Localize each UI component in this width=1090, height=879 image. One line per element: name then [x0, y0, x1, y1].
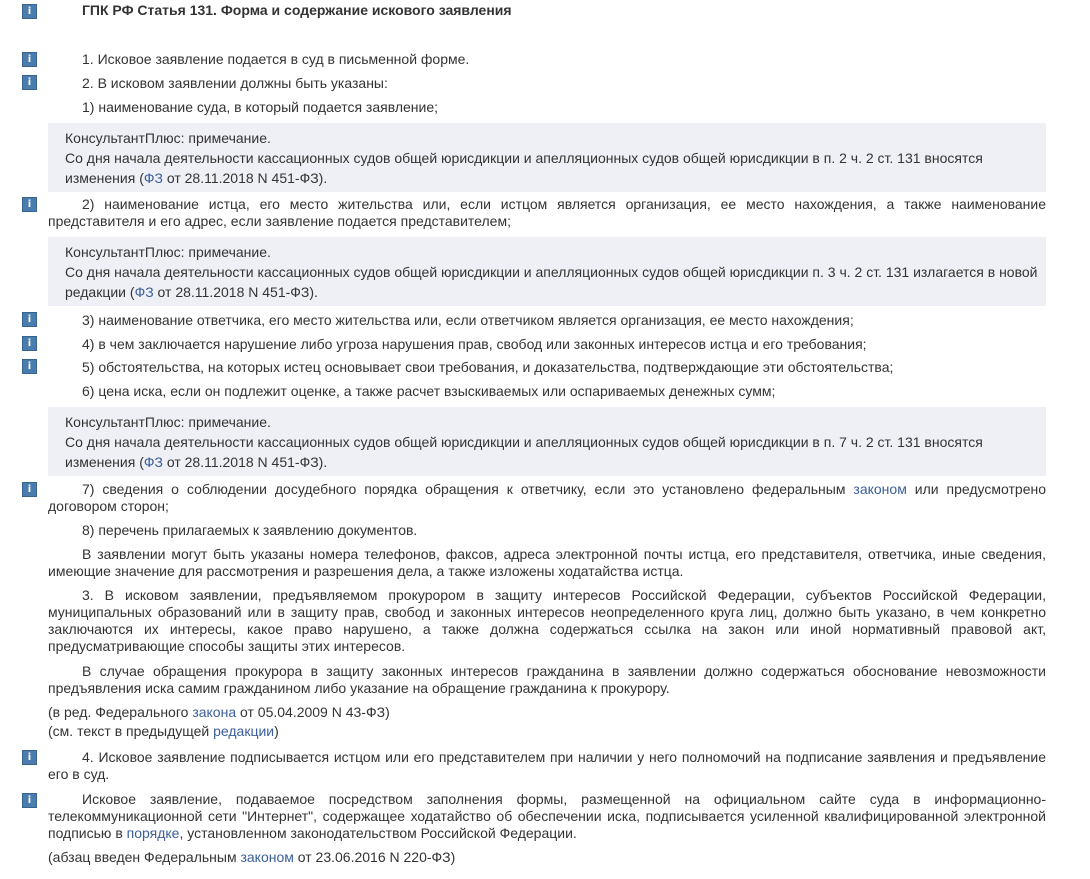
- law-link[interactable]: ФЗ: [134, 284, 154, 300]
- info-icon[interactable]: i: [22, 750, 37, 765]
- revision-note-2: (см. текст в предыдущей редакции): [48, 723, 279, 739]
- list-item-4: 4) в чем заключается нарушение либо угроза нарушения прав, свобод или законных интересов истца и его требования;: [82, 336, 867, 352]
- law-link[interactable]: законом: [240, 849, 294, 865]
- note-text: Со дня начала деятельности кассационных судов общей юрисдикции и апелляционных судов общей юрисдикции в п. 7 ч. 2 ст. 131 вносятся изменения (ФЗ от 28.11.2018 N 451-ФЗ).: [65, 434, 983, 470]
- consultant-note-2: [48, 237, 1046, 306]
- list-item-7: 7) сведения о соблюдении досудебного порядка обращения к ответчику, если это установлено федеральным законом или предусмотрено договором сторон;: [48, 481, 1046, 514]
- law-link[interactable]: ФЗ: [143, 454, 163, 470]
- law-link[interactable]: законом: [853, 481, 907, 497]
- info-icon[interactable]: i: [22, 75, 37, 90]
- info-icon[interactable]: i: [22, 336, 37, 351]
- paragraph-1: 1. Исковое заявление подается в суд в письменной форме.: [82, 51, 470, 67]
- procedure-link[interactable]: порядке: [126, 825, 180, 841]
- info-icon[interactable]: i: [22, 312, 37, 327]
- paragraph-4: 4. Исковое заявление подписывается истцом или его представителем при наличии у него полномочий на подписание заявления и предъявление его в суд.: [48, 749, 1046, 782]
- revision-note-3: (абзац введен Федеральным законом от 23.06.2016 N 220-ФЗ): [48, 849, 456, 865]
- law-link[interactable]: закона: [192, 704, 237, 720]
- info-icon[interactable]: i: [22, 197, 37, 212]
- law-link[interactable]: ФЗ: [143, 170, 163, 186]
- info-icon[interactable]: i: [22, 482, 37, 497]
- paragraph-3b: В случае обращения прокурора в защиту законных интересов гражданина в заявлении должно содержаться обоснование невозможности предъявления иска самим гражданином либо указание на обращение гражданина к прокурору.: [48, 663, 1046, 696]
- info-icon[interactable]: i: [22, 793, 37, 808]
- paragraph-4b: Исковое заявление, подаваемое посредством заполнения формы, размещенной на официальном сайте суда в информационно-телекоммуникационной сети "Интернет", содержащее ходатайство об обеспечении иска, подписывается усиленной квалифицированной электронной подписью в порядке, установленном законодательством Российской Федерации.: [48, 791, 1046, 841]
- list-item-5: 5) обстоятельства, на которых истец основывает свои требования, и доказательства, подтверждающие эти обстоятельства;: [82, 359, 894, 375]
- info-icon[interactable]: i: [22, 359, 37, 374]
- previous-edition-link[interactable]: редакции: [213, 723, 275, 739]
- revision-note-1: (в ред. Федерального закона от 05.04.2009 N 43-ФЗ): [48, 704, 390, 720]
- list-item-6: 6) цена иска, если он подлежит оценке, а также расчет взыскиваемых или оспариваемых денежных сумм;: [82, 383, 776, 399]
- list-item-8: 8) перечень прилагаемых к заявлению документов.: [82, 522, 418, 538]
- paragraph-extra-info: В заявлении могут быть указаны номера телефонов, факсов, адреса электронной почты истца, его представителя, ответчика, иные сведения, имеющие значение для рассмотрения и разрешения дела, а также изложены ходатайства истца.: [48, 546, 1046, 579]
- list-item-3: 3) наименование ответчика, его место жительства или, если ответчиком является организация, ее место нахождения;: [82, 312, 854, 328]
- consultant-note-3: [48, 407, 1046, 476]
- list-item-1: 1) наименование суда, в который подается заявление;: [82, 99, 439, 115]
- note-text: Со дня начала деятельности кассационных судов общей юрисдикции и апелляционных судов общей юрисдикции п. 3 ч. 2 ст. 131 излагается в новой редакции (ФЗ от 28.11.2018 N 451-ФЗ).: [65, 264, 1038, 300]
- consultant-note-1: [48, 123, 1046, 192]
- paragraph-2: 2. В исковом заявлении должны быть указаны:: [82, 75, 388, 91]
- note-heading: КонсультантПлюс: примечание.: [65, 130, 271, 146]
- paragraph-3: 3. В исковом заявлении, предъявляемом прокурором в защиту интересов Российской Федерации, субъектов Российской Федерации, муниципальных образований или в защиту прав, свобод и законных интересов неопределенного круга лиц, должно быть указано, в чем конкретно заключаются их интересы, какое право нарушено, а также должна содержаться ссылка на закон или иной нормативный правовой акт, предусматривающие способы защиты этих интересов.: [48, 587, 1046, 654]
- list-item-2: 2) наименование истца, его место жительства или, если истцом является организация, ее место нахождения, а также наименование представителя и его адрес, если заявление подается представителем;: [48, 196, 1046, 229]
- article-title: ГПК РФ Статья 131. Форма и содержание искового заявления: [82, 2, 512, 18]
- info-icon[interactable]: i: [22, 52, 37, 67]
- note-text: Со дня начала деятельности кассационных судов общей юрисдикции и апелляционных судов общей юрисдикции в п. 2 ч. 2 ст. 131 вносятся изменения (ФЗ от 28.11.2018 N 451-ФЗ).: [65, 150, 983, 186]
- info-icon[interactable]: i: [22, 4, 37, 19]
- note-heading: КонсультантПлюс: примечание.: [65, 244, 271, 260]
- note-heading: КонсультантПлюс: примечание.: [65, 414, 271, 430]
